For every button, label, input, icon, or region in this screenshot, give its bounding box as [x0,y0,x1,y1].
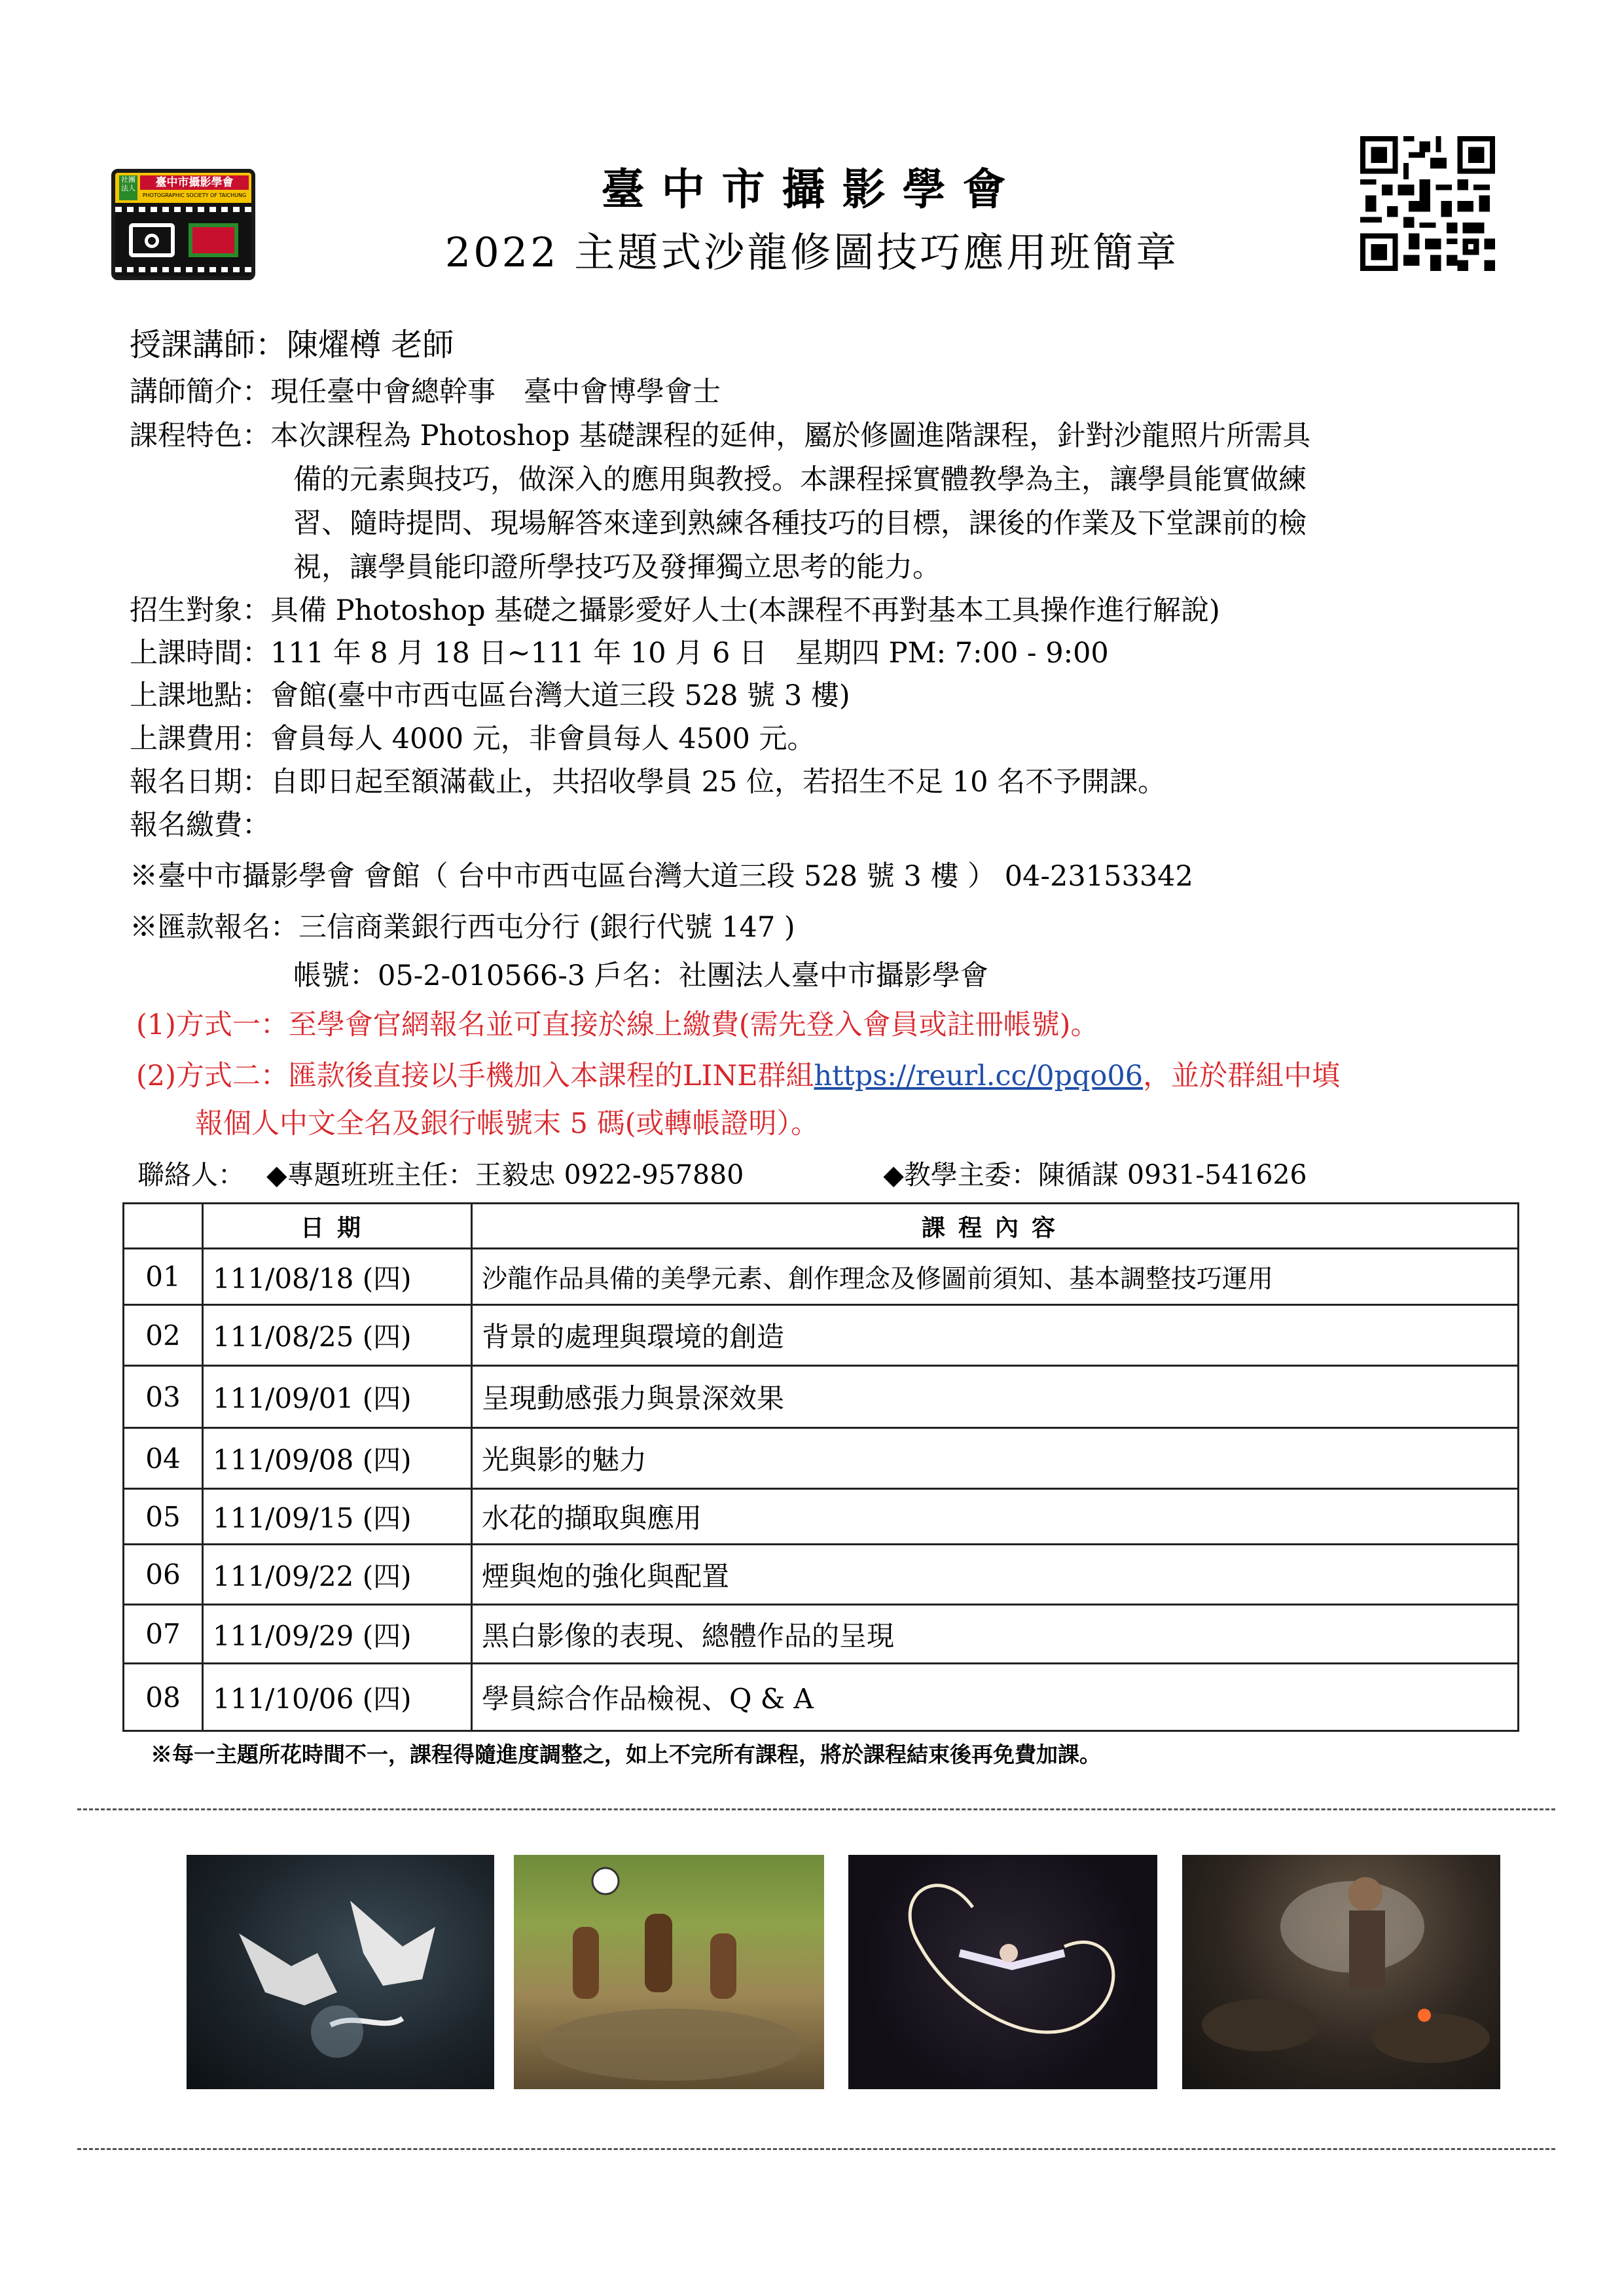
row-date: 111/09/08 (四) [203,1428,472,1489]
row-no: 06 [124,1545,203,1605]
row-no: 02 [124,1305,203,1366]
logo-name: 臺中市攝影學會 [140,175,249,190]
ribbon-icon [848,1855,1157,2089]
row-date: 111/10/06 (四) [203,1664,472,1731]
contact-teaching: ◆教學主委：陳循謀 0931-541626 [883,1159,1307,1191]
method1-line: (1)方式一：至學會官網報名並可直接於線上繳費(需先登入會員或註冊帳號)。 [136,1009,1099,1041]
course-title: 2022 主題式沙龍修圖技巧應用班簡章 [444,228,1180,276]
bank-line: ※匯款報名：三信商業銀行西屯分行 (銀行代號 147 ) [130,911,795,944]
line-group-link[interactable]: https://reurl.cc/0pqo06 [814,1060,1144,1092]
method2-text-post: ，並於群組中填 [1143,1060,1341,1092]
row-date: 111/08/25 (四) [203,1305,472,1366]
divider-top [77,1808,1555,1810]
photo-kids-football [514,1855,824,2089]
table-row [124,1605,1519,1664]
table-row [124,1664,1519,1731]
row-content: 光與影的魅力 [472,1428,1519,1489]
instructor-line: 授課講師：陳燿樽 老師 [130,327,454,363]
row-no: 08 [124,1664,203,1731]
header-content: 課程內容 [472,1204,1519,1249]
photo-eagles [187,1855,494,2089]
row-no: 03 [124,1366,203,1428]
bio-line [130,370,721,414]
time-line: 上課時間：111 年 8 月 18 日~111 年 10 月 6 日 星期四 PM: 7:00 - 9:00 [130,637,1109,670]
schedule-table [122,1202,1519,1732]
row-content: 學員綜合作品檢視、Q & A [472,1664,1519,1731]
feature-line-4: 視，讓學員能印證所學技巧及發揮獨立思考的能力。 [293,551,941,584]
table-row [124,1428,1519,1489]
row-no: 07 [124,1605,203,1664]
row-content: 煙與炮的強化與配置 [472,1545,1519,1605]
table-row [124,1489,1519,1545]
fee-line: 上課費用：會員每人 4000 元，非會員每人 4500 元。 [130,723,816,755]
smoke-icon [1182,1855,1500,2089]
row-content: 黑白影像的表現、總體作品的呈現 [472,1605,1519,1664]
feature-label: 課程特色： [130,420,270,452]
row-content: 沙龍作品具備的美學元素、創作理念及修圖前須知、基本調整技巧運用 [472,1249,1519,1305]
account-line: 帳號：05-2-010566-3 戶名：社團法人臺中市攝影學會 [293,960,988,992]
schedule-note: ※每一主題所花時間不一，課程得隨進度調整之，如上不完所有課程，將於課程結束後再免費加課。 [151,1742,1101,1767]
photo-gymnast-ribbon [848,1855,1157,2089]
divider-bottom [77,2148,1555,2150]
org-title: 臺中市攝影學會 [601,164,1023,215]
contact-line [137,1153,1307,1196]
method2-line [136,1054,1340,1098]
contact-label: 聯絡人： [137,1159,245,1191]
row-date: 111/09/29 (四) [203,1605,472,1664]
row-date: 111/09/22 (四) [203,1545,472,1605]
feature-text: 本次課程為 Photoshop 基礎課程的延伸，屬於修圖進階課程，針對沙龍照片所需具 [270,420,1311,452]
table-row [124,1545,1519,1605]
signup-date-line: 報名日期：自即日起至額滿截止，共招收學員 25 位，若招生不足 10 名不予開課。 [130,766,1166,798]
row-date: 111/09/01 (四) [203,1366,472,1428]
logo-english: PHOTOGRAPHIC SOCIETY OF TAICHUNG [142,192,247,198]
payment-label: 報名繳費： [130,809,270,842]
method2-line-2: 報個人中文全名及銀行帳號末 5 碼(或轉帳證明）。 [195,1107,819,1140]
feature-line-2: 備的元素與技巧，做深入的應用與教授。本課程採實體教學為主，讓學員能實做練 [293,463,1307,496]
row-content: 呈現動感張力與景深效果 [472,1366,1519,1428]
table-row [124,1305,1519,1366]
contact-director: ◆專題班班主任：王毅忠 0922-957880 [266,1159,744,1191]
target-line: 招生對象：具備 Photoshop 基礎之攝影愛好人士(本課程不再對基本工具操作進行解說) [130,594,1220,627]
feature-line-3: 習、隨時提問、現場解答來達到熟練各種技巧的目標，課後的作業及下堂課前的檢 [293,507,1307,540]
row-no: 04 [124,1428,203,1489]
bio-label: 講師簡介： [130,376,270,408]
row-no: 05 [124,1489,203,1545]
row-date: 111/09/15 (四) [203,1489,472,1545]
football-icon [514,1855,824,2089]
table-header-row [124,1204,1519,1249]
place-line: 上課地點：會館(臺中市西屯區台灣大道三段 528 號 3 樓) [130,679,850,712]
header-date: 日期 [203,1204,472,1249]
row-content: 背景的處理與環境的創造 [472,1305,1519,1366]
header-no [124,1204,203,1249]
row-no: 01 [124,1249,203,1305]
office-line: ※臺中市攝影學會 會館（ 台中市西屯區台灣大道三段 528 號 3 樓 ） 04-23153342 [130,860,1193,893]
table-row [124,1249,1519,1305]
row-date: 111/08/18 (四) [203,1249,472,1305]
feature-line-1 [130,414,1310,457]
method2-text: (2)方式二：匯款後直接以手機加入本課程的LINE群組 [136,1060,814,1092]
eagles-icon [187,1855,494,2089]
photo-blacksmith [1182,1855,1500,2089]
table-row [124,1366,1519,1428]
row-content: 水花的擷取與應用 [472,1489,1519,1545]
logo-tag: 社團法人 [119,175,137,200]
bio-text: 現任臺中會總幹事 臺中會博學會士 [270,376,721,408]
